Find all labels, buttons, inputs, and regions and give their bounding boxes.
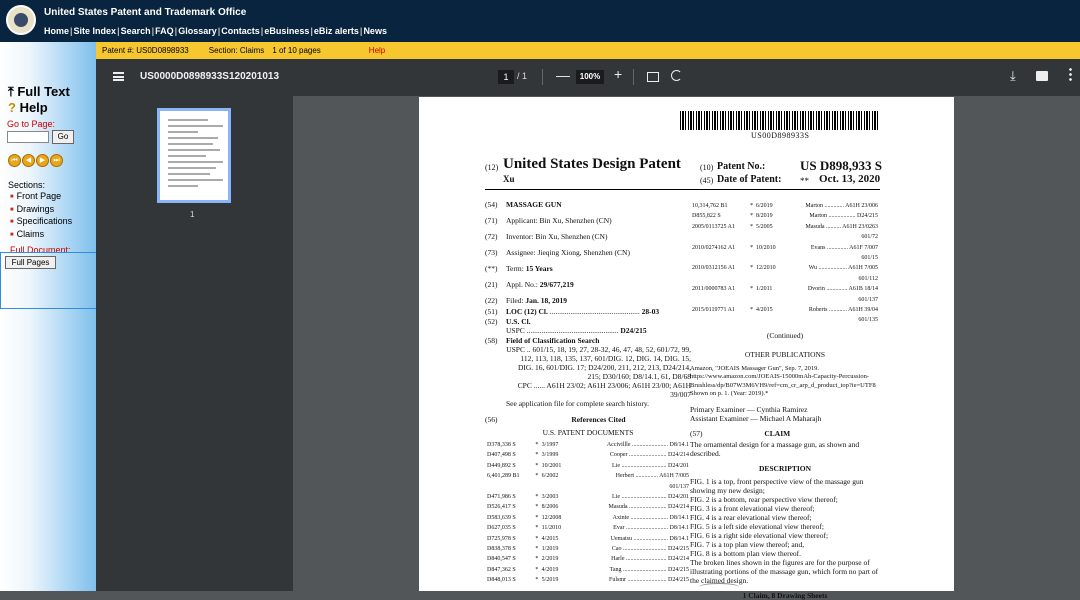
reference-cell [692, 254, 748, 262]
reference-cell: 1/2019 [541, 546, 559, 553]
nav-news[interactable]: News [363, 26, 387, 36]
reference-row [692, 296, 878, 304]
reference-cell: 601/15 [861, 255, 878, 262]
goto-page-input[interactable] [7, 131, 49, 143]
reference-cell: Herbert ............... A61H 7/005 [615, 473, 689, 480]
date-value: Oct. 13, 2020 [819, 173, 881, 185]
nav-glossary[interactable]: Glossary [178, 26, 217, 36]
date-label: Date of Patent: [717, 174, 782, 185]
reference-cell: 10/2010 [755, 244, 776, 251]
reference-cell: 2015/0119771 A1 [692, 307, 735, 314]
reference-row [487, 524, 689, 532]
reference-cell: D855,822 S [692, 213, 721, 220]
help-sidebar-link[interactable]: ? Help [8, 100, 48, 115]
reference-row [692, 306, 878, 314]
reference-cell: * [535, 566, 539, 573]
figure-description: FIG. 4 is a rear elevational view thereof; [690, 512, 812, 522]
reference-cell [692, 316, 748, 324]
reference-cell: 11/2010 [541, 525, 562, 532]
figure-description: FIG. 7 is a top plan view thereof; and, [690, 539, 805, 549]
reference-cell: D725,978 S [487, 535, 516, 542]
reference-cell [750, 296, 754, 304]
reference-cell [756, 254, 782, 262]
nav-site-index[interactable]: Site Index [73, 26, 117, 36]
first-page-icon[interactable]: ⏮ [8, 154, 21, 167]
reference-row [692, 223, 878, 231]
field-loc: (51) LOC (12) Cl. ................................................ 28-03 [485, 307, 660, 316]
reference-row [692, 264, 878, 272]
thumbnail-pane [96, 96, 293, 591]
reference-cell: Uematsu ....................... D8/14.1 [610, 535, 689, 542]
reference-cell: Fulsmr .......................... D24/215 [608, 577, 689, 584]
reference-cell [750, 275, 754, 283]
inventor-short: Xu [503, 174, 515, 184]
reference-cell: 3/1997 [541, 442, 559, 448]
reference-cell: * [535, 546, 539, 553]
reference-cell [535, 483, 539, 491]
reference-cell: Roberts ............ A61H 39/04 [808, 307, 878, 314]
last-page-icon[interactable]: ⏭ [50, 154, 63, 167]
full-text-link[interactable]: ⤒ Full Text [8, 84, 70, 99]
reference-row [692, 212, 878, 220]
patent-page [419, 97, 954, 600]
reference-cell: 12/2010 [755, 265, 776, 272]
zoom-level[interactable]: 100% [576, 70, 604, 84]
full-pages-button[interactable]: Full Pages [5, 256, 56, 269]
reference-cell [487, 483, 533, 491]
reference-cell: * [535, 494, 539, 501]
reference-cell: D838,378 S [487, 546, 516, 553]
menu-icon[interactable] [113, 72, 124, 81]
reference-row [487, 503, 689, 511]
reference-row [487, 576, 689, 584]
reference-cell: Lie .............................. D24/201 [612, 462, 689, 469]
reference-row [692, 254, 878, 262]
sections-label: Sections: [8, 180, 46, 190]
reference-cell: Dvorin .............. A61B 18/14 [807, 286, 878, 293]
reference-cell: D848,013 S [487, 577, 516, 584]
figure-description: FIG. 5 is a left side elevational view thereof; [690, 521, 824, 531]
section-drawings[interactable]: ■ Drawings [10, 204, 72, 217]
reference-cell: Marton .................. D24/215 [809, 213, 878, 220]
claim-text: The ornamental design for a massage gun, as shown and described. [690, 439, 860, 458]
reference-cell: 6/2002 [541, 473, 559, 480]
reference-cell: Cooper ......................... D24/214 [609, 452, 689, 459]
reference-cell: Tang ............................. D24/215 [609, 566, 689, 573]
reference-cell: * [535, 504, 539, 511]
reference-cell: * [750, 244, 754, 251]
search-note: See application file for complete search history. [506, 399, 650, 408]
figure-description: FIG. 2 is a bottom, rear perspective view thereof; [690, 494, 838, 504]
field-title: (54) MASSAGE GUN [485, 200, 562, 209]
figure-description: FIG. 1 is a top, front perspective view of the massage gun showing my new design; [690, 476, 864, 495]
reference-cell [692, 296, 748, 304]
reference-cell: * [535, 462, 539, 469]
reference-cell: 6/2019 [755, 203, 773, 209]
uspto-header [0, 0, 1080, 42]
reference-cell: Wu ................... A61H 7/005 [808, 265, 878, 272]
reference-row [487, 493, 689, 501]
reference-cell: 601/72 [861, 234, 878, 241]
fit-page-icon[interactable] [647, 72, 659, 82]
goto-page-label: Go to Page: [7, 119, 56, 129]
reference-cell: 3/1999 [541, 452, 559, 459]
patent-number: Patent #: US0D0898933 [102, 46, 189, 55]
reference-row [487, 441, 689, 449]
search-cpc: CPC ...... A61H 23/02; A61H 23/006; A61H 23/00; A61H 39/007 [517, 381, 691, 399]
figure-description: The broken lines shown in the figures are for the purpose of illustrating portions of the massage gun, which form no part of the claimed design. [690, 557, 879, 585]
figure-description: FIG. 6 is a right side elevational view thereof; [690, 530, 829, 540]
reference-cell: D526,417 S [487, 504, 516, 511]
nav-home[interactable]: Home [44, 26, 70, 36]
next-page-icon[interactable]: ▶ [36, 154, 49, 167]
previous-page-icon[interactable]: ◀ [22, 154, 35, 167]
reference-cell: Marton ............. A61H 23/006 [805, 203, 878, 209]
section-specifications[interactable]: ■ Specifications [10, 216, 72, 229]
reference-cell: * [535, 577, 539, 584]
thumbnail-page-number: 1 [190, 210, 195, 219]
pdf-filename: US0000D0898933S120201013 [140, 71, 280, 82]
reference-cell [750, 233, 754, 241]
pdf-toolbar [96, 59, 1080, 96]
reference-cell: Accivillle ........................ D8/14.1 [606, 442, 689, 448]
page-thumbnail[interactable] [157, 108, 231, 203]
full-text-icon: ⤒ [8, 84, 18, 99]
reference-cell: Harle ........................... D24/214 [611, 556, 689, 563]
field-us-cl: (52) U.S. Cl. USPC ................................................. D24/215 [485, 317, 647, 335]
reference-cell [756, 275, 782, 283]
page-count: 1 of 10 pages [272, 46, 321, 55]
reference-row [692, 285, 878, 293]
reference-row [487, 483, 689, 491]
reference-cell: 4/2015 [755, 307, 773, 314]
nav-search[interactable]: Search [120, 26, 151, 36]
page-total: / 1 [517, 71, 528, 81]
patent-no-value: US D898,933 S [800, 158, 882, 173]
search-uspc: USPC .. 601/15, 18, 19, 27, 28-32, 46, 47, 48, 52, 601/72, 99, 112, 113, 118, 135, 137, 601/DIG. 12, DIG. 14, DIG. 15, DIG. 16, 601/DIG. 17; D24/200, 211, 212, 213, D24/214, 215; D30/160; D8/14.1, 61, D8/68 [506, 345, 691, 381]
patent-no-label: Patent No.: [717, 161, 766, 172]
reference-cell: * [535, 473, 539, 480]
reference-cell: D378,338 S [487, 442, 516, 448]
reference-row [487, 566, 689, 574]
reference-cell: * [750, 213, 754, 220]
claim-heading: (57) CLAIM [690, 428, 791, 438]
primary-examiner: Primary Examiner — Cynthia Ramirez [690, 404, 808, 414]
section-front-page[interactable]: ■ Front Page [10, 191, 72, 204]
reference-cell: 601/137 [669, 483, 689, 490]
reference-cell: 4/2015 [541, 535, 559, 542]
continued: (Continued) [766, 330, 804, 340]
current-section: Section: Claims [208, 46, 265, 55]
reference-cell: Cao ............................. D24/215 [611, 546, 689, 553]
full-document-label: Full Document: [10, 245, 71, 255]
reference-cell: 12/2008 [541, 514, 562, 521]
reference-row [692, 202, 878, 210]
left-references-table [485, 439, 691, 587]
other-publications: Amazon, "JOEAIS Massager Gun", Sep. 7, 2019. https://www.amazon.com/JOEAIS-15000mAh-Capacity-Percussion-Brushless/dp/B07W3M6VH9/ref=cm_cr_arp_d_product_top?ie=UTF8 Shown on p. 1. (Year: 2019).* [690, 364, 876, 398]
zoom-in-icon[interactable]: + [614, 66, 623, 82]
field-number: (10) [700, 163, 714, 172]
reference-cell: D840,547 S [487, 556, 516, 563]
reference-row [487, 451, 689, 459]
reference-row [487, 472, 689, 480]
sections-list [10, 191, 72, 241]
reference-row [487, 462, 689, 470]
us-patent-documents-label: U.S. PATENT DOCUMENTS [542, 428, 634, 437]
field-applicant: (71) Applicant: Bin Xu, Shenzhen (CN) [485, 216, 612, 225]
header-rule [485, 189, 880, 190]
reference-row [487, 535, 689, 543]
patent-info-bar [96, 42, 1080, 59]
nav-ebusiness[interactable]: eBusiness [264, 26, 310, 36]
reference-cell: 1/2011 [755, 286, 773, 293]
reference-cell: 2010/0274162 A1 [692, 244, 736, 251]
reference-cell: 4/2019 [541, 566, 559, 573]
reference-cell: D449,892 S [487, 462, 516, 469]
barcode-text: US00D898933S [751, 131, 810, 140]
go-button[interactable]: Go [52, 130, 74, 144]
reference-cell [750, 254, 754, 262]
reference-cell: 601/135 [858, 317, 878, 324]
uspto-seal-icon[interactable] [6, 5, 36, 35]
document-type: United States Design Patent [503, 156, 681, 172]
download-icon[interactable]: ⤓ [1010, 68, 1016, 83]
zoom-out-icon[interactable]: — [556, 67, 570, 83]
reference-row [487, 545, 689, 553]
rotate-icon[interactable] [671, 70, 682, 81]
reference-cell: * [535, 452, 539, 459]
barcode-image [680, 111, 879, 130]
reference-cell: 10/2001 [541, 462, 562, 469]
description-heading: DESCRIPTION [758, 463, 812, 473]
left-column [485, 200, 691, 587]
reference-cell [692, 233, 748, 241]
field-filed: (22) Filed: Jan. 18, 2019 [485, 296, 568, 305]
nav-ebiz-alerts[interactable]: eBiz alerts [313, 26, 359, 36]
reference-cell: D583,639 S [487, 514, 516, 521]
reference-cell: D627,035 S [487, 525, 516, 532]
help-link[interactable]: Help [368, 46, 386, 55]
page-nav-buttons [8, 154, 63, 167]
field-term: (**) Term: 15 Years [485, 264, 553, 273]
reference-cell: * [535, 514, 539, 521]
claim-summary: 1 Claim, 8 Drawing Sheets [742, 590, 828, 600]
field-number: (45) [700, 176, 714, 185]
reference-cell: * [750, 286, 754, 293]
reference-row [692, 233, 878, 241]
reference-cell [756, 296, 782, 304]
reference-row [692, 316, 878, 324]
reference-cell: * [535, 535, 539, 542]
reference-cell: * [535, 525, 539, 532]
reference-cell: 601/112 [858, 275, 878, 282]
reference-cell [692, 275, 748, 283]
reference-cell: * [535, 442, 539, 448]
field-classification-search: (58) Field of Classification Search USPC .. 601/15, 18, 19, 27, 28-32, 46, 47, 48, 52, 601/72, 99, 112, 113, 118, 135, 137, 601/DIG. 12, DIG. 14, DIG. 15, DIG. 16, 601/DIG. 17; D24/200, 211, 212, 213, D24/214, 215; D30/160; D8/14.1, 61, D8/68 CPC ...... A61H 23/02; A61H 23/006; A61H 23/00; A61H 39/007 See application file for complete search history. [485, 336, 691, 408]
reference-cell: 8/2006 [541, 504, 559, 511]
page-number-input[interactable]: 1 [498, 70, 514, 84]
reference-cell: Masuda .......... A61H 23/0263 [805, 223, 878, 230]
toolbar-divider [633, 69, 634, 85]
reference-cell: 3/2003 [541, 494, 559, 501]
reference-cell: Lie .............................. D24/201 [612, 494, 689, 501]
reference-cell: 6,401,289 B1 [487, 473, 520, 480]
field-inventor: (72) Inventor: Bin Xu, Shenzhen (CN) [485, 232, 608, 241]
reference-cell [750, 316, 754, 324]
reference-cell: 2010/0312156 A1 [692, 265, 736, 272]
reference-cell [542, 483, 570, 491]
reference-cell: * [750, 307, 754, 314]
right-references-table [690, 200, 880, 327]
right-column [690, 200, 880, 600]
date-stars: ** [800, 176, 809, 186]
reference-cell: 2011/0000783 A1 [692, 286, 735, 293]
reference-row [692, 275, 878, 283]
reference-row [487, 555, 689, 563]
figure-description: FIG. 8 is a bottom plan view thereof. [690, 548, 802, 558]
question-icon: ? [8, 100, 20, 115]
reference-cell: 8/2019 [755, 213, 773, 220]
nav-contacts[interactable]: Contacts [221, 26, 260, 36]
assistant-examiner: Assistant Examiner — Michael A Maharajh [690, 413, 822, 423]
reference-cell [756, 316, 782, 324]
reference-cell: * [750, 203, 754, 209]
reference-cell: 2/2019 [541, 556, 559, 563]
reference-cell: * [535, 556, 539, 563]
references-cited: (56) References Cited [485, 415, 626, 424]
reference-cell: Evans .............. A61F 7/007 [810, 244, 878, 251]
reference-cell: 2005/0113725 A1 [692, 223, 735, 230]
reference-cell: 5/2005 [755, 223, 773, 230]
reference-cell: Evar ............................ D8/14.1 [613, 525, 689, 532]
reference-row [487, 514, 689, 522]
reference-cell [756, 233, 782, 241]
field-number: (12) [485, 163, 499, 172]
drawing-fragment [699, 583, 739, 591]
section-claims[interactable]: ■ Claims [10, 229, 72, 242]
reference-cell: * [750, 265, 754, 272]
reference-cell: Masuda ......................... D24/214 [608, 504, 689, 511]
field-assignee: (73) Assignee: Jieqing Xiong, Shenzhen (CN) [485, 248, 630, 257]
site-title: United States Patent and Trademark Office [44, 7, 247, 18]
more-options-icon[interactable] [1069, 67, 1072, 81]
reference-row [692, 244, 878, 252]
nav-faq[interactable]: FAQ [155, 26, 174, 36]
reference-cell: Axinte ......................... D8/14.1 [612, 514, 689, 521]
figure-descriptions [690, 477, 880, 585]
other-publications-label: OTHER PUBLICATIONS [744, 349, 826, 359]
toolbar-divider [542, 69, 543, 85]
top-nav: Home | Site Index | Search | FAQ | Glossary | Contacts | eBusiness | eBiz alerts | News [44, 26, 387, 36]
reference-cell: D407,498 S [487, 452, 516, 459]
reference-cell: D471,986 S [487, 494, 516, 501]
reference-cell: * [750, 223, 754, 230]
figure-description: FIG. 3 is a front elevational view thereof; [690, 503, 815, 513]
reference-cell: 10,314,762 B1 [692, 203, 728, 209]
field-appl-no: (21) Appl. No.: 29/677,219 [485, 280, 574, 289]
reference-cell: D847,362 S [487, 566, 516, 573]
reference-cell: 601/137 [858, 296, 878, 303]
print-icon[interactable] [1036, 71, 1048, 81]
reference-cell: 5/2019 [541, 577, 559, 584]
